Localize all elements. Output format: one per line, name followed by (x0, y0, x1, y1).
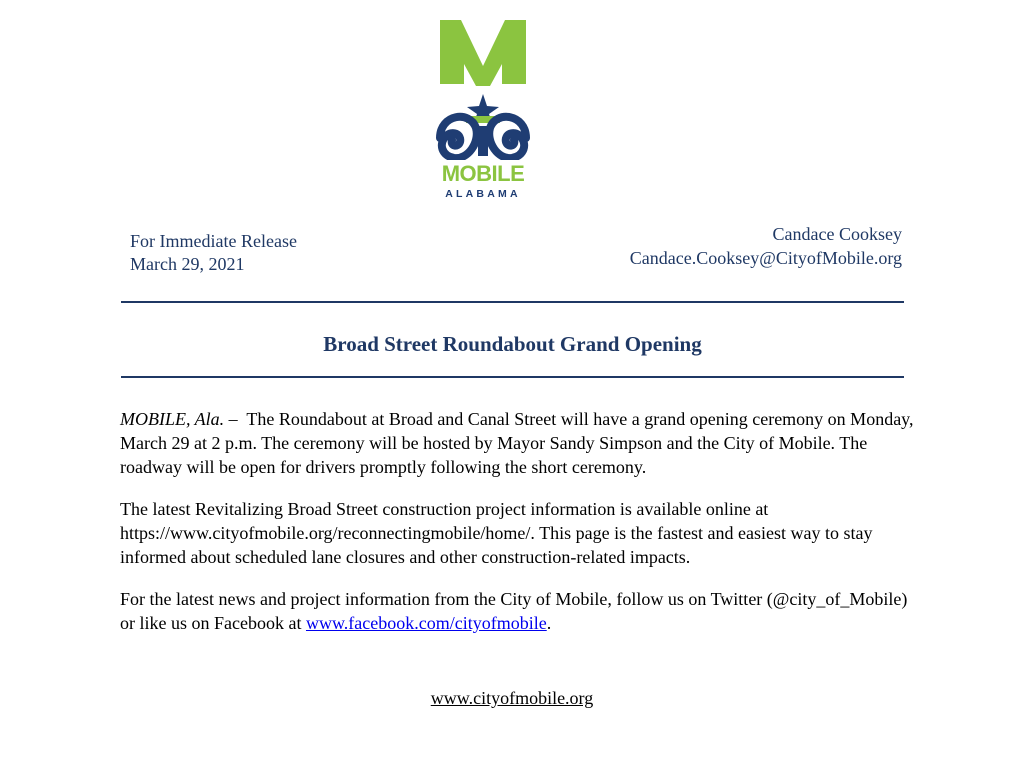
facebook-link[interactable]: www.facebook.com/cityofmobile (305, 613, 547, 633)
top-divider (121, 301, 904, 303)
footer (0, 686, 1024, 710)
release-info (130, 230, 297, 276)
page-title: Broad Street Roundabout Grand Opening (323, 332, 702, 356)
contact-name: Candace Cooksey (772, 224, 902, 244)
contact-info (630, 222, 902, 270)
paragraph-social (120, 587, 920, 635)
logo-subtitle: ALABAMA (445, 188, 521, 200)
release-date: March 29, 2021 (130, 254, 245, 274)
paragraph-announcement (120, 407, 920, 479)
social-text: For the latest news and project information from the City of Mobile, follow us on Twitter (@city_of_Mobile) or like us on Facebook at (120, 589, 908, 633)
social-text-end: . (546, 613, 552, 633)
contact-email[interactable]: Candace.Cooksey@CityofMobile.org (629, 248, 902, 268)
mobile-m-icon (436, 18, 530, 160)
logo-wordmark: MOBILE (441, 161, 525, 186)
announcement-text: The Roundabout at Broad and Canal Street will have a grand opening ceremony on Monday, March 29 at 2 p.m. The ceremony will be hosted by Mayor Sandy Simpson and the City of Mobile. The roadway will be open for drivers promptly following the short ceremony. (120, 409, 914, 477)
release-label: For Immediate Release (130, 231, 297, 251)
project-info-text: The latest Revitalizing Broad Street construction project information is available online at https://www.cityofmobile.org/reconnectingmobile/home/. This page is the fastest and easiest way to stay informed about scheduled lane closures and other construction-related impacts. (120, 499, 873, 567)
paragraph-project-info (120, 497, 920, 569)
dateline: MOBILE, Ala. – (120, 409, 238, 429)
website-link[interactable]: www.cityofmobile.org (430, 688, 594, 708)
city-of-mobile-logo (436, 18, 530, 206)
bottom-divider (121, 376, 904, 378)
